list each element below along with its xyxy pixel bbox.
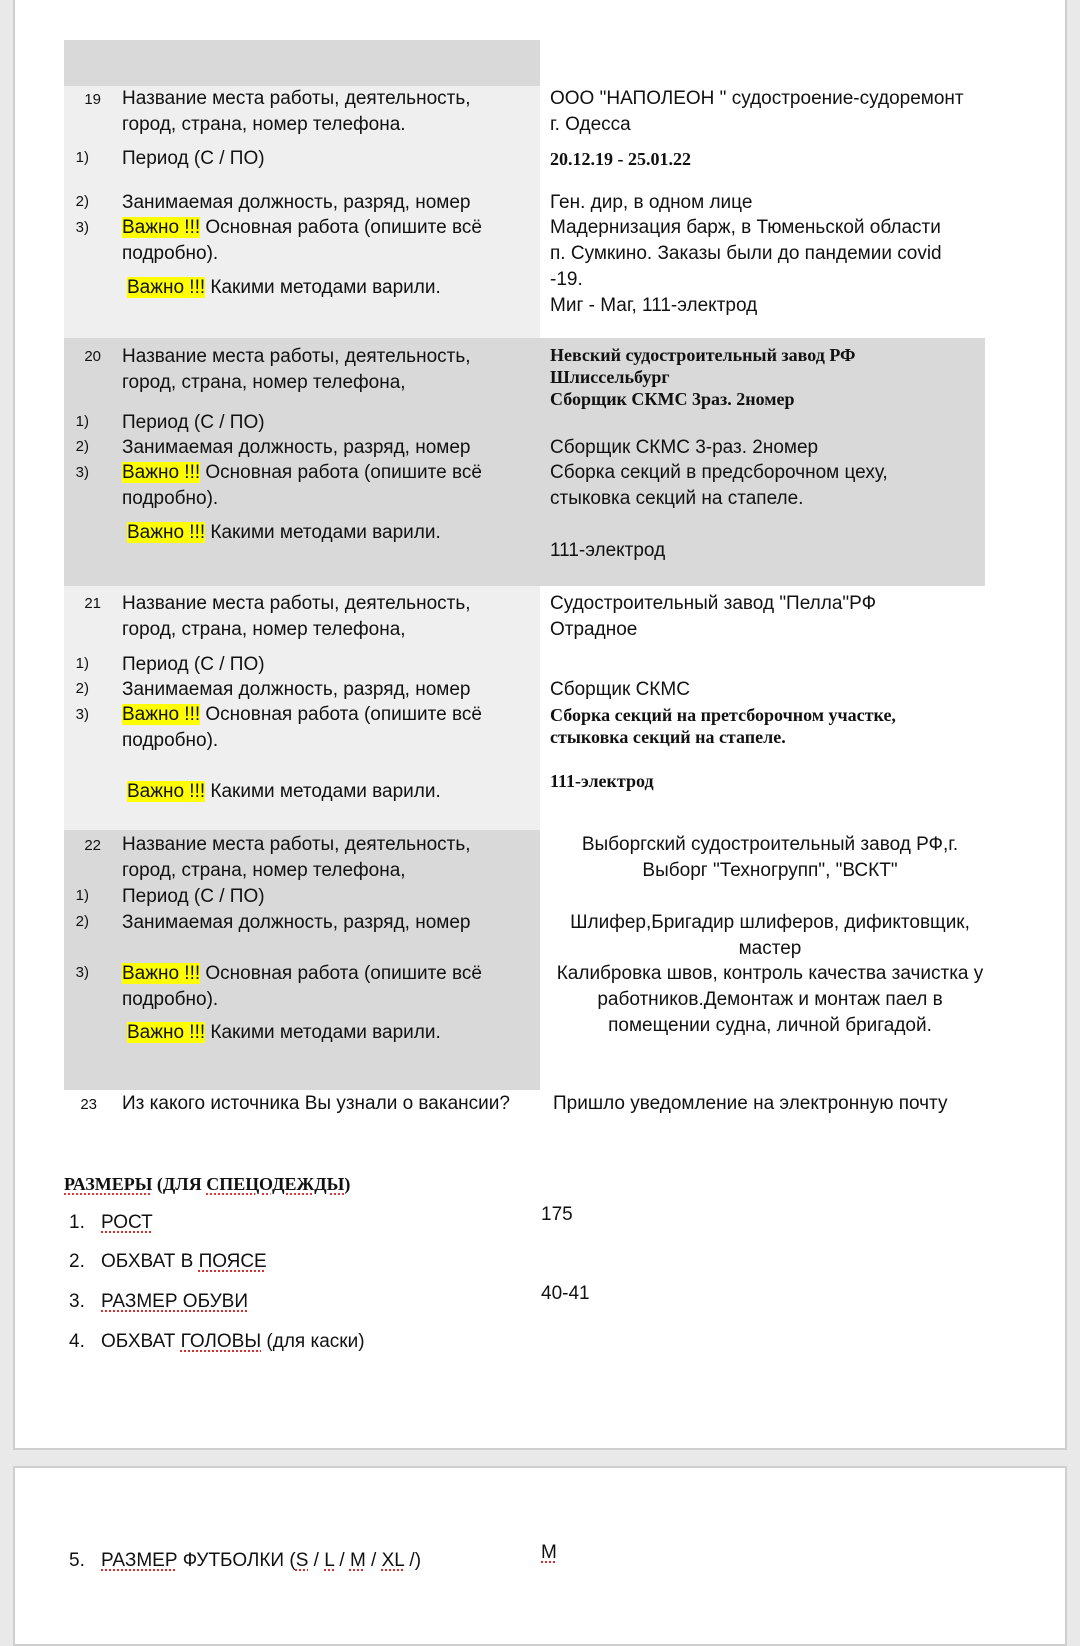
size-item-3-number: 3. (69, 1291, 85, 1312)
row-21-q-name: Название места работы, деятельность, (122, 593, 471, 614)
row-19-q-position: Занимаемая должность, разряд, номер (122, 192, 471, 213)
sizes-heading-mid: (ДЛЯ (152, 1174, 207, 1194)
row-22-q-main-text: Основная работа (опишите всё (200, 963, 482, 984)
row-19-q-name2: город, страна, номер телефона. (122, 114, 406, 135)
size-item-5-value (541, 1540, 557, 1566)
size-item-5-label-a: РАЗМЕР (101, 1550, 178, 1571)
size-item-4-label-c: (для каски) (261, 1331, 365, 1352)
row-20-q-name: Название места работы, деятельность, (122, 346, 471, 367)
row-22-q-position: Занимаемая должность, разряд, номер (122, 912, 471, 933)
size-item-5-m: M (349, 1550, 366, 1571)
size-item-5-xl: XL (381, 1550, 405, 1571)
important-highlight: Важно !!! (127, 522, 206, 543)
row-22-sub1: 1) (75, 887, 89, 904)
row-22-a-name: Выборгский судостроительный завод РФ,г. Выборг "Техногрупп", "ВСКТ" (581, 834, 959, 881)
row-21-q-main2: подробно). (122, 730, 219, 751)
row-22-q-main2: подробно). (122, 989, 219, 1010)
size-item-5-sep2: / (334, 1550, 350, 1571)
row-19-q-name: Название места работы, деятельность, (122, 88, 471, 109)
size-item-2-label-a: ОБХВАТ В (101, 1251, 199, 1272)
row-22-sub2: 2) (75, 913, 89, 930)
row-21-q-methods (127, 779, 441, 805)
important-highlight: Важно !!! (122, 963, 201, 984)
important-highlight: Важно !!! (122, 704, 201, 725)
row-21-q-main-text: Основная работа (опишите всё (200, 704, 482, 725)
sizes-heading (64, 1171, 350, 1197)
row-21-q-main (122, 702, 482, 728)
size-item-1-label-text: РОСТ (101, 1212, 153, 1233)
row-20-a-methods: 111-электрод (550, 540, 666, 561)
size-item-5-l: L (324, 1550, 335, 1571)
sizes-heading-end: ) (344, 1174, 351, 1194)
size-item-5-value-text: M (541, 1542, 557, 1563)
row-20-sub1: 1) (75, 413, 89, 430)
size-item-5-number: 5. (69, 1550, 85, 1571)
row-21-q-name2: город, страна, номер телефона, (122, 619, 406, 640)
row-20-a-name1: Невский судостроительный завод РФ (550, 345, 856, 365)
size-item-5-s: S (295, 1550, 309, 1571)
document-page-1 (13, 0, 1067, 1450)
size-item-1-label (101, 1210, 153, 1236)
row-20-a-main1: Сборка секций в предсборочном цеху, (550, 462, 888, 483)
table-header-cell (64, 40, 540, 86)
row-23-question: Из какого источника Вы узнали о вакансии? (122, 1093, 510, 1114)
row-20-q-methods (127, 520, 441, 546)
row-22-number: 22 (84, 837, 101, 854)
row-20-a-position: Сборщик СКМС 3-раз. 2номер (550, 437, 819, 458)
row-19-sub2: 2) (75, 193, 89, 210)
row-19-q-main2: подробно). (122, 243, 219, 264)
sizes-heading-word1: РАЗМЕРЫ (64, 1174, 153, 1194)
row-19-q-main (122, 215, 482, 241)
sizes-heading-word2: СПЕЦОДЕЖДЫ (206, 1174, 345, 1194)
row-19-a-name2: г. Одесса (550, 114, 631, 135)
row-21-a-name2: Отрадное (550, 619, 638, 640)
size-item-1-value: 175 (541, 1204, 573, 1225)
row-19-a-main3: -19. (550, 269, 583, 290)
important-highlight: Важно !!! (127, 781, 206, 802)
row-21-a-main2: стыковка секций на стапеле. (550, 727, 786, 747)
row-21-q-period: Период (С / ПО) (122, 654, 265, 675)
row-19-a-main1: Мадернизация барж, в Тюменьской области (550, 217, 941, 238)
row-20-a-name2: Шлиссельбург (550, 367, 670, 387)
row-19-sub3: 3) (75, 219, 89, 236)
row-22-q-methods (127, 1020, 441, 1046)
row-20-q-position: Занимаемая должность, разряд, номер (122, 437, 471, 458)
row-21-a-methods: 111-электрод (550, 771, 654, 791)
size-item-3-value: 40-41 (541, 1283, 590, 1304)
important-highlight: Важно !!! (127, 277, 206, 298)
size-item-5-sep3: / (365, 1550, 382, 1571)
row-21-sub1: 1) (75, 655, 89, 672)
size-item-4-label-a: ОБХВАТ (101, 1331, 181, 1352)
row-19-number: 19 (84, 91, 101, 108)
row-20-q-methods-text: Какими методами варили. (205, 522, 441, 543)
important-highlight: Важно !!! (122, 217, 201, 238)
row-19-a-methods: Миг - Маг, 111-электрод (550, 295, 758, 316)
row-20-q-main2: подробно). (122, 488, 219, 509)
size-item-3-label-b: ОБУВИ (177, 1291, 249, 1312)
row-21-q-methods-text: Какими методами варили. (205, 781, 441, 802)
size-item-3-label-a: РАЗМЕР (101, 1291, 178, 1312)
row-22-a-position: Шлифер,Бригадир шлиферов, дификтовщик, мастер (570, 912, 970, 959)
size-item-3-label (101, 1289, 248, 1315)
row-22-q-name: Название места работы, деятельность, (122, 834, 471, 855)
row-19-a-name1: ООО "НАПОЛЕОН " судостроение-судоремонт (550, 88, 964, 109)
row-20-sub2: 2) (75, 438, 89, 455)
size-item-5-sep1: / (308, 1550, 325, 1571)
size-item-2-number: 2. (69, 1251, 85, 1272)
row-21-a-name1: Судостроительный завод "Пелла"РФ (550, 593, 877, 614)
important-highlight: Важно !!! (122, 462, 201, 483)
row-20-q-main-text: Основная работа (опишите всё (200, 462, 482, 483)
row-21-a-position: Сборщик СКМС (550, 679, 690, 700)
size-item-2-label-b: ПОЯСЕ (198, 1251, 267, 1272)
size-item-5-label (101, 1548, 421, 1574)
size-item-4-label (101, 1329, 365, 1355)
size-item-5-end: /) (404, 1550, 422, 1571)
row-19-q-main-text: Основная работа (опишите всё (200, 217, 482, 238)
row-21-number: 21 (84, 595, 101, 612)
document-page-2 (13, 1466, 1067, 1646)
row-22-a-main: Калибровка швов, контроль качества зачистка у работников.Демонтаж и монтаж паел в помещении судна, личной бригадой. (556, 963, 984, 1036)
row-20-q-main (122, 460, 482, 486)
row-19-sub1: 1) (75, 149, 89, 166)
size-item-1-number: 1. (69, 1212, 85, 1233)
size-item-5-label-b: ФУТБОЛКИ ( (177, 1550, 296, 1571)
row-21-a-main1: Сборка секций на претсборочном участке, (550, 705, 896, 725)
row-19-q-methods (127, 275, 441, 301)
important-highlight: Важно !!! (127, 1022, 206, 1043)
row-22-q-name2: город, страна, номер телефона, (122, 860, 406, 881)
row-19-a-period: 20.12.19 - 25.01.22 (550, 149, 691, 169)
row-21-q-position: Занимаемая должность, разряд, номер (122, 679, 471, 700)
row-19-a-main2: п. Сумкино. Заказы были до пандемии covid (550, 243, 942, 264)
row-21-sub3: 3) (75, 706, 89, 723)
row-20-q-name2: город, страна, номер телефона, (122, 372, 406, 393)
row-22-q-main (122, 961, 482, 987)
row-23-number: 23 (80, 1096, 97, 1113)
row-22-q-methods-text: Какими методами варили. (205, 1022, 441, 1043)
size-item-2-label (101, 1249, 267, 1275)
size-item-4-number: 4. (69, 1331, 85, 1352)
row-19-q-period: Период (С / ПО) (122, 148, 265, 169)
row-20-sub3: 3) (75, 464, 89, 481)
row-19-q-methods-text: Какими методами варили. (205, 277, 441, 298)
row-20-q-period: Период (С / ПО) (122, 412, 265, 433)
row-23-answer: Пришло уведомление на электронную почту (553, 1093, 948, 1114)
row-20-a-main2: стыковка секций на стапеле. (550, 488, 804, 509)
row-22-sub3: 3) (75, 964, 89, 981)
row-20-number: 20 (84, 348, 101, 365)
size-item-4-label-b: ГОЛОВЫ (180, 1331, 262, 1352)
row-19-a-position: Ген. дир, в одном лице (550, 192, 753, 213)
row-20-a-name3: Сборщик СКМС 3раз. 2номер (550, 389, 795, 409)
row-22-q-period: Период (С / ПО) (122, 886, 265, 907)
row-21-sub2: 2) (75, 680, 89, 697)
